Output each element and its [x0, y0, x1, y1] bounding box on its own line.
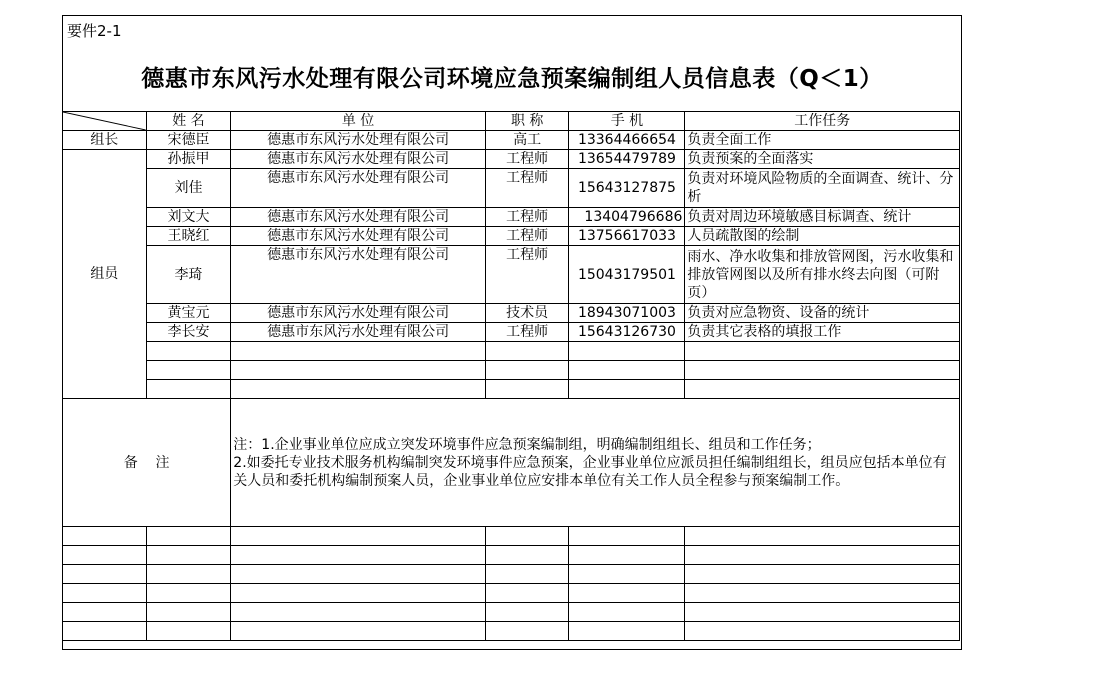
header-unit: 单 位	[231, 112, 486, 131]
header-title: 职 称	[485, 112, 569, 131]
cell-unit: 德惠市东风污水处理有限公司	[231, 131, 486, 150]
remark-text: 注：1.企业事业单位应成立突发环境事件应急预案编制组，明确编制组组长、组员和工作任务； 2.如委托专业技术服务机构编制突发环境事件应急预案，企业事业单位应派员担任编制组组长，组员应包括本单位有关人员和委托机构编制预案人员，企业事业单位应安排本单位有关工作人员全程参与预案编制工作。	[231, 399, 960, 527]
page-title: 德惠市东风污水处理有限公司环境应急预案编制组人员信息表（Q＜1）	[141, 66, 883, 92]
cell-phone: 18943071003	[569, 304, 685, 323]
header-name: 姓 名	[146, 112, 231, 131]
cell-phone: 13756617033	[569, 227, 685, 246]
cell-name: 孙振甲	[146, 150, 231, 169]
cell-name: 刘佳	[146, 169, 231, 208]
personnel-table	[62, 111, 960, 641]
cell-unit: 德惠市东风污水处理有限公司	[231, 150, 486, 169]
empty-row	[63, 584, 960, 603]
cell-phone: 13364466654	[569, 131, 685, 150]
cell-task: 负责预案的全面落实	[685, 150, 960, 169]
table-row	[63, 208, 960, 227]
cell-title: 工程师	[485, 208, 569, 227]
cell-phone: 15043179501	[569, 246, 685, 304]
empty-row	[63, 565, 960, 584]
table-row	[63, 169, 960, 208]
cell-task: 人员疏散图的绘制	[685, 227, 960, 246]
cell-phone: 15643127875	[569, 169, 685, 208]
cell-name: 王晓红	[146, 227, 231, 246]
empty-row	[63, 342, 960, 361]
empty-row	[63, 380, 960, 399]
role-member: 组员	[63, 150, 147, 399]
cell-unit: 德惠市东风污水处理有限公司	[231, 246, 486, 304]
cell-title: 工程师	[485, 150, 569, 169]
diagonal-line	[63, 112, 146, 130]
cell-title: 工程师	[485, 227, 569, 246]
cell-name: 宋德臣	[146, 131, 231, 150]
empty-row	[63, 527, 960, 546]
cell-phone: 13654479789	[569, 150, 685, 169]
cell-unit: 德惠市东风污水处理有限公司	[231, 323, 486, 342]
cell-title: 工程师	[485, 323, 569, 342]
cell-unit: 德惠市东风污水处理有限公司	[231, 169, 486, 208]
cell-task: 负责对环境风险物质的全面调查、统计、分析	[685, 169, 960, 208]
header-task: 工作任务	[685, 112, 960, 131]
remark-row	[63, 399, 960, 527]
empty-row	[63, 603, 960, 622]
cell-task: 负责对应急物资、设备的统计	[685, 304, 960, 323]
table-row	[63, 150, 960, 169]
cell-name: 黄宝元	[146, 304, 231, 323]
cell-task: 雨水、净水收集和排放管网图，污水收集和排放管网图以及所有排水终去向图（可附页）	[685, 246, 960, 304]
empty-row	[63, 361, 960, 380]
cell-name: 李长安	[146, 323, 231, 342]
cell-task: 负责全面工作	[685, 131, 960, 150]
cell-name: 刘文大	[146, 208, 231, 227]
table-row	[63, 304, 960, 323]
remark-label: 备 注	[63, 399, 231, 527]
table-row	[63, 131, 960, 150]
cell-title: 技术员	[485, 304, 569, 323]
form-sheet	[62, 15, 962, 650]
header-phone: 手 机	[569, 112, 685, 131]
cell-task: 负责其它表格的填报工作	[685, 323, 960, 342]
empty-row	[63, 622, 960, 641]
diagonal-header-cell	[63, 112, 147, 131]
table-row	[63, 246, 960, 304]
header-row	[63, 112, 960, 131]
cell-phone: 13404796686	[569, 208, 685, 227]
table-row	[63, 227, 960, 246]
cell-name: 李琦	[146, 246, 231, 304]
annex-label: 要件2-1	[67, 22, 122, 40]
empty-row	[63, 546, 960, 565]
cell-title: 工程师	[485, 246, 569, 304]
cell-title: 高工	[485, 131, 569, 150]
cell-unit: 德惠市东风污水处理有限公司	[231, 304, 486, 323]
table-row	[63, 323, 960, 342]
cell-unit: 德惠市东风污水处理有限公司	[231, 227, 486, 246]
cell-phone: 15643126730	[569, 323, 685, 342]
role-leader: 组长	[63, 131, 147, 150]
cell-title: 工程师	[485, 169, 569, 208]
cell-task: 负责对周边环境敏感目标调查、统计	[685, 208, 960, 227]
cell-unit: 德惠市东风污水处理有限公司	[231, 208, 486, 227]
